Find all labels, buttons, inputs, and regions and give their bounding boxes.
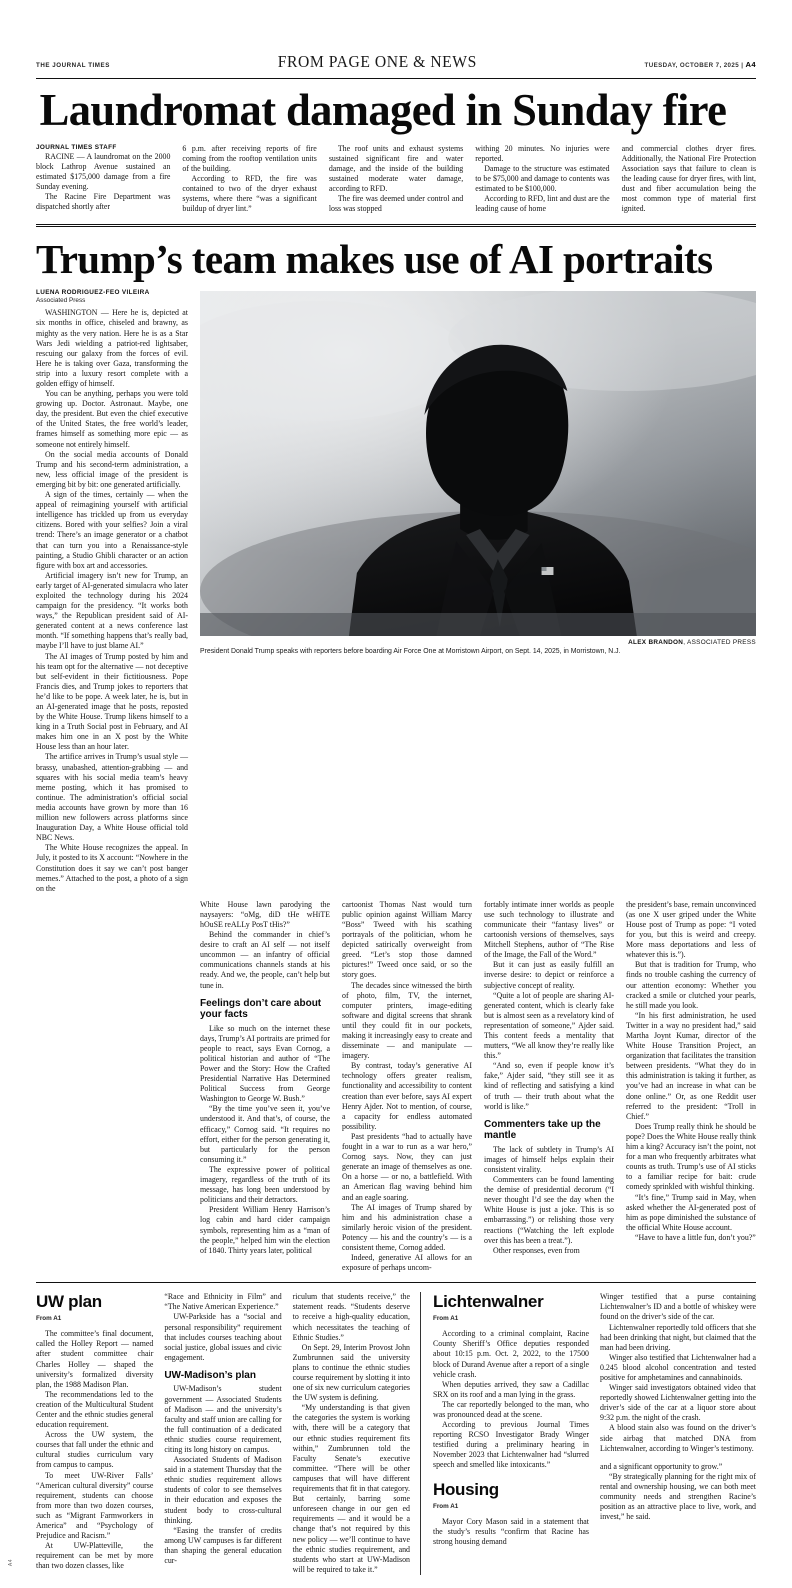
trump-col4-text	[484, 900, 614, 1112]
issue-date: TUESDAY, OCTOBER 7, 2025	[644, 62, 740, 69]
fire-col1-text	[36, 152, 170, 213]
fire-column-1	[36, 144, 170, 215]
bottom-section-rule	[36, 1282, 756, 1283]
paragraph: WASHINGTON — Here he is, depicted at six months in office, chiseled and brawny, as mighty as the very nation. Here he is as a Star Wars Jedi wielding a patriot-red lightsaber, rescuing our galaxy from the forces of evil. Here he is taking over Gaza, transforming the strip into a luxury resort complete with a golden effigy of himself.	[36, 308, 188, 388]
lichtenwalner-col2-text	[600, 1292, 756, 1454]
fire-headline: Laundromat damaged in Sunday fire	[39, 85, 727, 135]
paragraph: “Race and Ethnicity in Film” and “The Native American Experience.”	[164, 1292, 282, 1312]
paragraph: Lichtenwalner reportedly told officers that she had been drinking that night, but claimed that the man had been driving.	[600, 1322, 756, 1352]
paragraph: “By strategically planning for the right mix of rental and ownership housing, we can both meet community needs and strengthen Racine’s position as an attractive place to live, work, and invest,” he said.	[600, 1471, 756, 1522]
paragraph: 6 p.m. after receiving reports of fire coming from the rooftop ventilation units of the building.	[182, 143, 317, 173]
paragraph: A blood stain also was found on the driver’s side airbag that matched DNA from Lichtenwalner, according to Winger’s testimony.	[600, 1423, 756, 1453]
trump-column-4	[484, 900, 614, 1273]
trump-headline: Trump’s team makes use of AI portraits	[36, 236, 713, 283]
trump-lede-column	[36, 289, 188, 893]
uw-col2-subhead: UW-Madison’s plan	[164, 1369, 256, 1381]
page-edge-mark: A4	[8, 1558, 14, 1566]
housing-title: Housing	[433, 1479, 499, 1499]
paragraph: On the social media accounts of Donald Trump and his second-term administration, a new, less official image of the president is emerging bit by bit: one generated artificially.	[36, 449, 188, 489]
uw-col2-text-after	[164, 1384, 281, 1566]
paragraph: According to RFD, the fire was contained to two of the dryer exhaust systems, where there “was a significant buildup of dryer lint.”	[182, 174, 317, 214]
masthead-separator: |	[741, 62, 744, 69]
paragraph: Winger also testified that Lichtenwalner had a 0.245 blood alcohol concentration and tested positive for amphetamines and cannabinoids.	[600, 1352, 756, 1382]
trump-top-block	[36, 289, 756, 893]
trump-col4-subhead: Commenters take up the mantle	[484, 1118, 601, 1142]
uw-column-3	[293, 1292, 410, 1575]
lichtenwalner-title: Lichtenwalner	[433, 1292, 544, 1312]
paragraph: The fire was deemed under control and loss was stopped	[328, 194, 464, 214]
paragraph: “And so, even if people know it’s fake,” Ajder said, “they still see it as kind of reflecting and satisfying a kind of truth — their truth about what the world is like.”	[484, 1061, 614, 1111]
paragraph: The lack of subtlety in Trump’s AI images of himself helps explain their consistent virality.	[484, 1144, 614, 1174]
paragraph: At UW-Platteville, the requirement can be met by more than two dozen classes, like	[36, 1541, 154, 1571]
paragraph: withing 20 minutes. No injuries were reported.	[475, 143, 610, 163]
fire-col3-text	[329, 144, 463, 215]
paragraph: According to a criminal complaint, Racine County Sheriff’s Office deputies responded about 10:15 p.m. Oct. 2, 2022, to the 17500 block of Durand Avenue after a report of a single vehicle crash.	[433, 1329, 589, 1379]
paragraph: But that is tradition for Trump, who finds no trouble cashing the currency of our attention economy: Whether you cracked a smile or clutched your pearls, he still made you look.	[626, 960, 756, 1010]
fire-column-5	[622, 144, 756, 215]
photo-credit-name: ALEX BRANDON	[628, 639, 684, 647]
paragraph: According to previous Journal Times reporting RCSO Investigator Brady Winger testified during a preliminary hearing in November 2023 that Lichtenwalner had “slurred speech and smelled like intoxicants.”	[433, 1420, 589, 1470]
paragraph: Indeed, generative AI allows for an exposure of perhaps uncom-	[342, 1253, 472, 1273]
trump-column-5	[626, 900, 756, 1273]
housing-col1-text	[433, 1517, 589, 1547]
paragraph: “Have to have a little fun, don’t you?”	[635, 1232, 756, 1242]
paragraph: The White House recognizes the appeal. In July, it posted to its X account: “Nowhere in the Constitution does it say we can’t post banger memes.” Attached to the post, a photo of a sign on the	[36, 843, 188, 893]
paragraph: The recommendations led to the creation of the Multicultural Student Center and the ethnic studies general education requirement.	[36, 1389, 154, 1430]
paragraph: Behind the commander in chief’s desire to craft an AI self — not itself uncommon — an infantry of official communications channels stands at his ready. And we, the people, can’t help but tune in.	[200, 930, 330, 990]
uw-column-2	[164, 1292, 281, 1575]
paragraph: President William Henry Harrison’s log cabin and hard cider campaign symbols, representing him as a “man of the people,” helped him win the election of 1840. Thirty years later, political	[200, 1205, 330, 1255]
paragraph: Past presidents “had to actually have fought in a war to run as a war hero,” Cornog says. Now, they can just generate an image of themselves as one. On a horse — or no, a battlefield. With an American flag waving behind him and an eagle soaring.	[342, 1131, 472, 1202]
trump-byline: LUENA RODRIGUEZ-FEO VILEIRA	[36, 289, 150, 297]
paragraph: The expressive power of political imagery, regardless of the truth of its message, has long been understood by politicians and their detractors.	[200, 1164, 330, 1205]
fire-column-2	[182, 144, 316, 215]
fire-column-3	[329, 144, 463, 215]
paragraph: Commenters can be found lamenting the demise of presidential decorum (“I never thought I’d see the day when the White House is just a joke. This is so embarrassing.”) or relishing those very reactions (“Watching the left explode over this has been a treat.”).	[484, 1175, 614, 1245]
paragraph: “It’s fine,” Trump said in May, when asked whether the AI-generated post of him as pope diminished the substance of the official White House account.	[626, 1192, 756, 1232]
paragraph: “Easing the transfer of credits among UW campuses is far different than shaping the general education cur-	[164, 1525, 282, 1565]
uw-col1-text	[36, 1329, 153, 1571]
lichtenwalner-column-2	[600, 1292, 756, 1547]
paragraph: Other responses, even from	[493, 1245, 580, 1255]
trump-column-2	[200, 900, 330, 1273]
photo-credit-org: ASSOCIATED PRESS	[687, 639, 756, 647]
uw-plan-columns	[36, 1292, 410, 1575]
uw-plan-story	[36, 1292, 420, 1575]
lichtenwalner-col1-text	[433, 1329, 589, 1470]
paragraph: White House lawn parodying the naysayers: “oMg, diD tHe wHiTE hOuSE reALLy PosT tHis?”	[200, 899, 330, 929]
paragraph: the president’s base, remain unconvinced (as one X user griped under the White House post of Trump as pope: “I voted for you, but this is weird and creepy. More mass deportations and less of whatever this is.”).	[626, 899, 756, 960]
paragraph: The AI images of Trump posted by him and his team opt for the alternative — not deceptive but self-evident in their fictitiousness. Pope Francis dies, and Trump jokes to reporters that he’d like to be pope. A week later, he is, but in an AI-generated image that he posts, reposted by the White House. Trump likens himself to a king in a Truth Social post in February, and AI makes him one in an X post by the White House less than an hour later.	[36, 651, 188, 752]
paragraph: RACINE — A laundromat on the 2000 block Lathrop Avenue sustained an estimated $175,000 damage from a fire Sunday evening.	[36, 151, 171, 192]
masthead	[36, 0, 756, 78]
lichtenwalner-from: From A1	[433, 1315, 459, 1323]
paragraph: But it can just as easily fulfill an inverse desire: to depict or reinforce a subjective concept of reality.	[484, 960, 614, 990]
fire-column-4	[475, 144, 609, 215]
uw-col3-text	[293, 1292, 410, 1575]
paragraph: Winger testified that a purse containing Lichtenwalner’s ID and a bottle of whiskey were found on the driver’s side of the car.	[600, 1292, 756, 1322]
fire-col2-text	[182, 144, 316, 215]
paragraph: UW-Madison’s student government — Associated Students of Madison — and the university’s faculty and staff union are calling for the full continuation of a dedicated ethnic studies course requirement, citing its long history on campus.	[164, 1384, 282, 1454]
paragraph: The decades since witnessed the birth of photo, film, TV, the internet, computer printers, image-editing software and digital screens that shrank until they could fit in our pockets, making it increasingly easy to create and disseminate — and manipulate — imagery.	[342, 980, 472, 1061]
paragraph: On Sept. 29, Interim Provost John Zumbrunnen said the university plans to continue the ethnic studies course requirement by slotting it into one of six new curriculum categories the UW system is defining.	[292, 1342, 410, 1403]
masthead-date-page	[645, 60, 756, 69]
publication-name: THE JOURNAL TIMES	[36, 62, 110, 69]
paragraph: “Quite a lot of people are sharing AI-generated content, which is clearly fake but is almost seen as a revelatory kind of representation of someone,” Ajder said. This content feeds a mentality that mutters, “We all know they’re really like this.”	[484, 990, 614, 1061]
fire-byline: JOURNAL TIMES STAFF	[36, 143, 117, 151]
paragraph: Across the UW system, the courses that fall under the ethnic and cultural studies curriculum vary from campus to campus.	[36, 1430, 154, 1470]
paragraph: To meet UW-River Falls’ “American cultural diversity” course requirement, students can choose from more than two dozen courses, such as “Migrant Farmworkers in America” and “Psychology of Prejudice and Racism.”	[36, 1470, 154, 1541]
paragraph: and a significant opportunity to grow.”	[600, 1461, 723, 1471]
page-number: A4	[745, 60, 756, 69]
paragraph: The AI images of Trump shared by him and his administration chase a similarly heroic vision of the president. Potency — his and the country’s — is a consistent theme, Cornog added.	[342, 1202, 472, 1252]
trump-col2-subhead: Feelings don’t care about your facts	[200, 997, 322, 1021]
right-bottom-stories	[420, 1292, 756, 1575]
paragraph: Winger said investigators obtained video that reportedly showed Lichtenwalner getting into the driver’s side of the car at a liquor store about 9:32 p.m. the night of the crash.	[600, 1383, 756, 1423]
paragraph: You can be anything, perhaps you were told growing up. Doctor. Astronaut. Maybe, one day, the president. But even the chief executive of the United States, the free world’s leader, frames himself as something more epic — as someone not entirely himself.	[36, 389, 188, 449]
bottom-section	[36, 1292, 756, 1575]
paragraph: According to RFD, lint and dust are the leading cause of home	[475, 194, 610, 214]
section-name: FROM PAGE ONE & NEWS	[277, 52, 477, 71]
paragraph: The roof units and exhaust systems sustained significant fire and water damage, and the inside of the building sustained moderate water damage, according to RFD.	[328, 143, 464, 194]
paragraph: When deputies arrived, they saw a Cadillac SRX on its roof and a man lying in the grass.	[433, 1379, 589, 1399]
fire-col5-text	[622, 144, 756, 215]
paragraph: Does Trump really think he should be pope? Does the White House really think him a king? Accuracy isn’t the point, not for a man who frequently arbitrates what counts as truth. Trump’s use of AI sticks to a familiar recipe for bait: crude comedy sprinkled with wishful thinking.	[626, 1121, 757, 1192]
trump-byline-org: Associated Press	[36, 297, 86, 305]
photo-credit: ALEX BRANDON, ASSOCIATED PRESS	[628, 639, 756, 647]
trump-col2-text	[200, 900, 330, 991]
paragraph: “By the time you’ve seen it, you’ve understood it. And that’s, of course, the efficacy,” Cornog said. “It requires no effort, either for the person generating it, but particularly for the person consuming it.”	[200, 1104, 330, 1164]
paragraph: The Racine Fire Department was dispatched shortly after	[36, 192, 171, 212]
paragraph: Damage to the structure was estimated to be $75,000 and damage to contents was estimated to be $100,000.	[475, 163, 610, 194]
paragraph: The artifice arrives in Trump’s usual style — brassy, unabashed, attention-grabbing — and squares with his social media team’s heavy meme posting, which it has promised to continue. The administration’s official social media accounts have grown by more than 16 million new followers across platforms since Inauguration Day, a White House official told NBC News.	[36, 752, 188, 843]
paragraph: cartoonist Thomas Nast would turn public opinion against William Marcy “Boss” Tweed with his scathing portrayals of the politician, whom he depicted satirically overweight from greed. “Let’s stop those damned pictures!” Tweed once said, or so the story goes.	[342, 899, 472, 980]
uw-plan-title: UW plan	[36, 1292, 102, 1312]
uw-column-1	[36, 1292, 153, 1575]
trump-col5-text	[626, 900, 756, 1243]
trump-col4-text-after	[484, 1145, 614, 1256]
paragraph: The committee’s final document, called the Holley Report — named after student committee chair Charles Holley — shaped the university’s formalized diversity plan, the 1988 Madison Plan.	[36, 1329, 154, 1389]
paragraph: and commercial clothes dryer fires. Additionally, the National Fire Protection Association says that failure to clean is the leading cause for dryer fires, with lint, dust and fiber accumulation being the most common type of material first ignited.	[621, 143, 757, 214]
paragraph: The car reportedly belonged to the man, who was pronounced dead at the scene.	[433, 1399, 589, 1419]
story-divider-rule	[36, 224, 756, 227]
uw-plan-from: From A1	[36, 1315, 62, 1323]
trump-column-3	[342, 900, 472, 1273]
paragraph: fortably intimate inner worlds as people use such technology to illustrate and communicate their “fantasy lives” or cartoonish versions of themselves, says Mitchell Stephens, author of “The Rise of the Image, the Fall of the Word.”	[484, 899, 614, 960]
housing-col2-text	[600, 1462, 756, 1523]
trump-photo-block	[200, 291, 756, 893]
lichtenwalner-column-1	[433, 1292, 589, 1547]
photo-caption: President Donald Trump speaks with reporters before boarding Air Force One at Morristown Airport, on Sept. 14, 2025, in Morristown, N.J.	[200, 648, 621, 656]
paragraph: A sign of the times, certainly — when the appeal of reimagining yourself with artificial intelligence has trickled up from us everyday citizens. Bored with your selfies? Join a viral trend: There’s an image generator or a chatbot that can turn you into a Renaissance-style painting, a Studio Ghibli character or an action figure with box art and accessories.	[36, 490, 188, 570]
trump-column-1-spacer	[36, 900, 188, 1273]
paragraph: Associated Students of Madison said in a statement Thursday that the ethnic studies requirement allows students of color to see themselves in their education and exposes the student body to cross-cultural thinking.	[164, 1455, 282, 1525]
uw-col2-text	[164, 1292, 281, 1363]
paragraph: Like so much on the internet these days, Trump’s AI portraits are primed for people to react, says Evan Cornog, a political historian and author of “The Power and the Story: How the Crafted Presidential Narrative Has Determined Political Success from George Washington to George W. Bush.”	[200, 1023, 330, 1104]
housing-from: From A1	[433, 1502, 459, 1510]
paragraph: riculum that students receive,” the statement reads. “Students deserve to receive a high-quality education, which necessitates the teaching of Ethnic Studies.”	[292, 1292, 410, 1342]
trump-silhouette-photo	[200, 291, 756, 636]
paragraph: Mayor Cory Mason said in a statement that the study’s results “confirm that Racine has strong housing demand	[433, 1516, 589, 1546]
trump-lower-columns	[36, 900, 756, 1273]
paragraph: UW-Parkside has a “social and personal responsibility” requirement that includes courses teaching about social justice, global issues and civic engagement.	[164, 1312, 282, 1362]
paragraph: By contrast, today’s generative AI technology offers greater realism, functionality and accessibility to content creation than ever before, says AI expert Henry Ajder. Not to mention, of course, a capacity for endless automated possibility.	[342, 1061, 472, 1131]
paragraph: “My understanding is that given the categories the system is working with, there will be a category that our ethnic studies requirement fits within,” Zumbrunnen told the Faculty Senate’s executive committee. “There will be other campuses that will have different requirements that fit in that category. But certainly, barring some unforeseen change in our gen ed requirements — and it would be a change that’s not required by this new policy — we’ll continue to have the ethnic studies requirement, and students who start at UW-Madison will be required to take it.”	[292, 1403, 410, 1574]
fire-col4-text	[475, 144, 609, 215]
lichtenwalner-columns	[433, 1292, 756, 1547]
masthead-rule	[36, 78, 756, 79]
fire-story-columns	[36, 144, 756, 215]
paragraph: Artificial imagery isn’t new for Trump, an early target of AI-generated simulacra who later exploited the technology during his 2024 campaign for the presidency. “It works both ways,” the Republican president said of AI-generated content at a news conference last month. “If something happens that’s really bad, maybe I’ll have to just blame AI.”	[36, 570, 188, 651]
paragraph: “In his first administration, he used Twitter in a way no president had,” said Martha Joynt Kumar, director of the White House Transition Project, an organization that facilitates the transition between presidents. “What they do in this administration is taking it further, as you’ve had an increase in what can be done online.” Or, as one Reddit user referred to the president: “Troll in Chief.”	[626, 1010, 756, 1121]
trump-col3-text	[342, 900, 472, 1273]
trump-lede-text	[36, 308, 188, 893]
trump-col2-text-after	[200, 1024, 330, 1256]
